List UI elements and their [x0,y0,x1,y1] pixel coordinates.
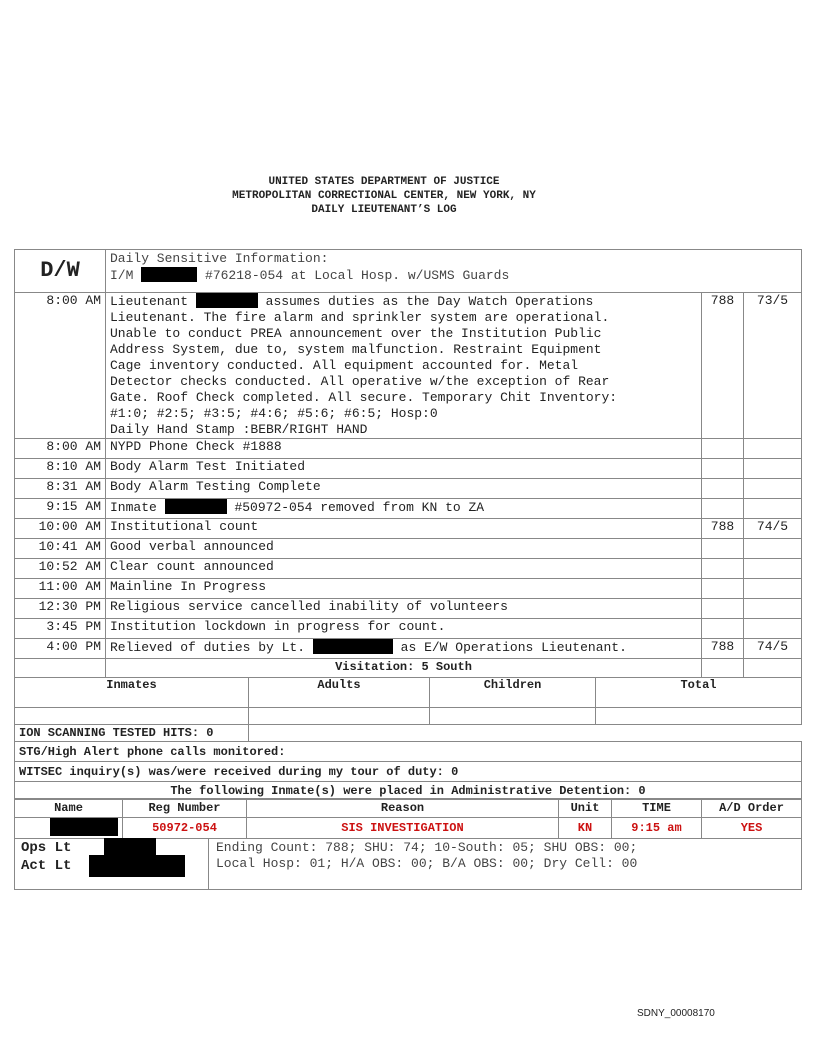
admin-name-cell [15,818,123,839]
visitation-header-adults: Adults [249,678,430,708]
redaction-box [165,499,227,514]
log-entry: Clear count announced [106,559,702,579]
log-ratio [744,599,802,619]
log-time: 10:41 AM [15,539,106,559]
log-entry: Inmate #50972-054 removed from KN to ZA [106,499,702,519]
log-time: 12:30 PM [15,599,106,619]
log-entry: Institutional count [106,519,702,539]
sensitive-inmate-line: I/M #76218-054 at Local Hosp. w/USMS Guards [110,268,510,283]
log-row [15,439,802,459]
visitation-table [14,677,802,725]
log-ratio [744,459,802,479]
redaction-box [196,293,258,308]
witsec-text: WITSEC inquiry(s) was/were received during my tour of duty: 0 [15,762,802,782]
log-row [15,579,802,599]
admin-detention-table [14,798,802,839]
log-time: 11:00 AM [15,579,106,599]
admin-header-name: Name [15,799,123,818]
log-time: 8:00 AM [15,439,106,459]
admin-header-order: A/D Order [702,799,802,818]
log-row [15,559,802,579]
log-entry: Mainline In Progress [106,579,702,599]
admin-time: 9:15 am [612,818,702,839]
ops-lt-label: Ops Lt [21,840,72,856]
log-time: 10:00 AM [15,519,106,539]
log-time: 8:31 AM [15,479,106,499]
sensitive-info-row [15,250,802,293]
admin-detention-title-row [15,782,802,800]
log-entry: Good verbal announced [106,539,702,559]
ending-count: Ending Count: 788; SHU: 74; 10-South: 05; SHU OBS: 00; Local Hosp: 01; H/A OBS: 00; B/A OBS: 00; Dry Cell: 00 [216,840,638,871]
log-ratio [744,559,802,579]
visitation-value-row [15,708,802,725]
admin-data-row [15,818,802,839]
daily-log-table [14,249,802,678]
ion-scanning-text: ION SCANNING TESTED HITS: 0 [15,725,249,742]
log-row [15,519,802,539]
log-row [15,639,802,659]
log-time: 8:10 AM [15,459,106,479]
empty-cell [596,708,802,725]
empty-cell [249,725,802,742]
log-ratio [744,539,802,559]
log-ratio [744,499,802,519]
log-row [15,293,802,439]
header-line-2: METROPOLITAN CORRECTIONAL CENTER, NEW YORK, NY [232,190,536,202]
ion-row [15,725,802,742]
log-ratio [744,439,802,459]
log-count [702,499,744,519]
log-row [15,599,802,619]
admin-header-row [15,799,802,818]
log-ratio [744,579,802,599]
log-count [702,579,744,599]
lower-info-table [14,724,802,800]
log-row [15,499,802,519]
dw-label: D/W [15,250,106,293]
empty-cell [15,708,249,725]
witsec-row [15,762,802,782]
act-lt-label: Act Lt [21,858,72,874]
log-row [15,459,802,479]
log-ratio [744,619,802,639]
visitation-header-total: Total [596,678,802,708]
bates-number: SDNY_00008170 [637,1008,715,1019]
log-row [15,539,802,559]
visitation-header-row [15,678,802,708]
log-ratio: 73/5 [744,293,802,439]
log-entry: Relieved of duties by Lt. as E/W Operations Lieutenant. [106,639,702,659]
stg-text: STG/High Alert phone calls monitored: [15,742,802,762]
log-count [702,439,744,459]
log-ratio: 74/5 [744,639,802,659]
admin-header-reason: Reason [247,799,559,818]
redaction-box [50,818,118,836]
admin-order: YES [702,818,802,839]
admin-reg: 50972-054 [123,818,247,839]
log-row [15,479,802,499]
log-entry: Lieutenant assumes duties as the Day Watch Operations Lieutenant. The fire alarm and sprinkler system are operational. Unable to conduct PREA announcement over the Institution Public Address System, due to, system malfunction. Restraint Equipment Cage inventory conducted. All equipment accounted for. Metal Detector checks conducted. All operative w/the exception of Rear Gate. Roof Check completed. All secure. Temporary Chit Inventory: #1:0; #2:5; #3:5; #4:6; #5:6; #6:5; Hosp:0 Daily Hand Stamp :BEBR/RIGHT HAND [106,293,702,439]
log-time: 9:15 AM [15,499,106,519]
log-count [702,619,744,639]
redaction-box [313,639,393,654]
log-entry: Institution lockdown in progress for count. [106,619,702,639]
log-time: 4:00 PM [15,639,106,659]
admin-header-unit: Unit [559,799,612,818]
header-line-3: DAILY LIEUTENANT’S LOG [311,204,457,216]
log-count [702,479,744,499]
empty-cell [15,659,106,678]
admin-header-reg: Reg Number [123,799,247,818]
log-count [702,539,744,559]
sensitive-info-cell [106,250,802,293]
log-count: 788 [702,519,744,539]
stg-row [15,742,802,762]
admin-reason: SIS INVESTIGATION [247,818,559,839]
redaction-box [141,267,197,282]
visitation-header-children: Children [430,678,596,708]
log-entry: Body Alarm Test Initiated [106,459,702,479]
admin-unit: KN [559,818,612,839]
log-count [702,459,744,479]
log-count: 788 [702,639,744,659]
footer-block [14,838,802,890]
log-count: 788 [702,293,744,439]
log-count [702,559,744,579]
empty-cell [744,659,802,678]
log-entry: NYPD Phone Check #1888 [106,439,702,459]
log-time: 10:52 AM [15,559,106,579]
lieutenant-signature-block [15,838,209,889]
redaction-box [104,838,156,856]
admin-header-time: TIME [612,799,702,818]
empty-cell [702,659,744,678]
log-ratio: 74/5 [744,519,802,539]
log-time: 3:45 PM [15,619,106,639]
log-row [15,619,802,639]
log-entry: Religious service cancelled inability of volunteers [106,599,702,619]
visitation-title: Visitation: 5 South [106,659,702,678]
log-count [702,599,744,619]
log-time: 8:00 AM [15,293,106,439]
sensitive-title: Daily Sensitive Information: [110,251,329,266]
visitation-title-row [15,659,802,678]
visitation-header-inmates: Inmates [15,678,249,708]
log-entry: Body Alarm Testing Complete [106,479,702,499]
admin-detention-title: The following Inmate(s) were placed in Administrative Detention: 0 [15,782,802,800]
redaction-box [89,855,185,877]
empty-cell [430,708,596,725]
header-line-1: UNITED STATES DEPARTMENT OF JUSTICE [268,176,500,188]
empty-cell [249,708,430,725]
log-ratio [744,479,802,499]
